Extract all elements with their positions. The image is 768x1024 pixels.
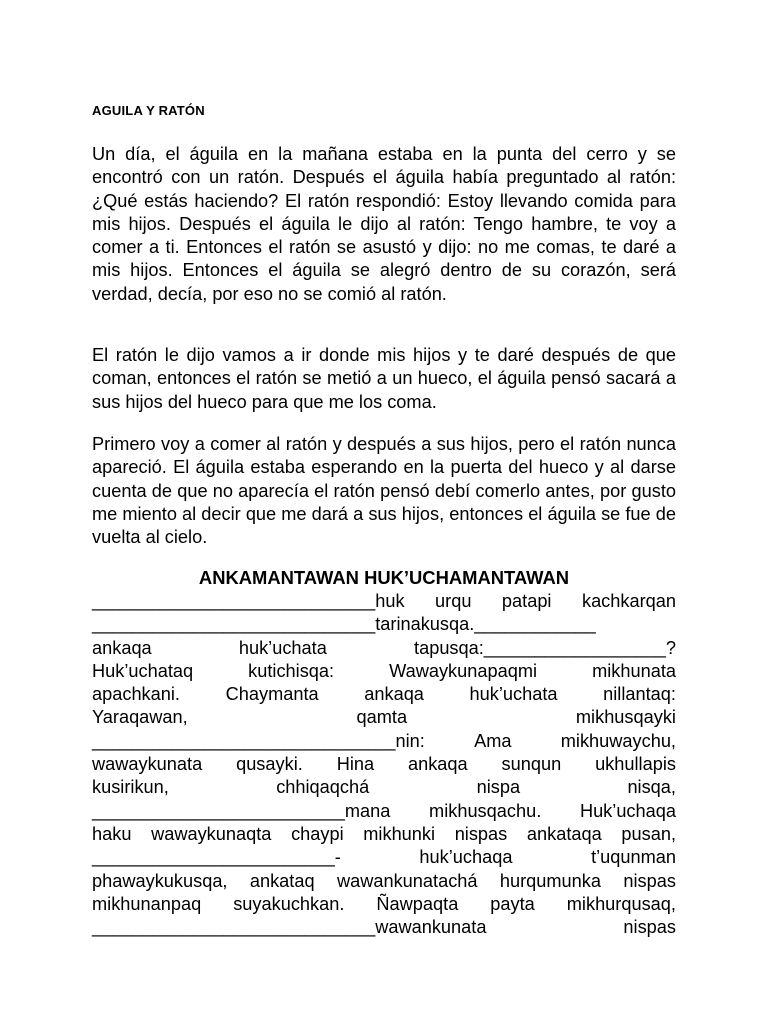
- paragraph-text: Un día, el águila en la mañana estaba en la punta del cerro y se encontró con un ratón. Después el águila había preguntado al ratón: ¿Qué estás haciendo? El ratón respondió: Estoy llevando comida para mis hijos. Después el águila le dijo al ratón: Tengo hambre, te voy a comer a ti. Entonces el ratón se asustó y dijo: no me comas, te daré a mis hijos. Entonces el águila se alegró dentro de su corazón, será verdad, decía, por eso no se comió al ratón.: [92, 144, 676, 304]
- paragraph-2: [92, 344, 676, 414]
- quechua-word: wawankunatachá: [336, 870, 478, 891]
- quechua-line: [92, 846, 676, 869]
- quechua-word: nispa: [476, 777, 521, 798]
- quechua-word: Chaymanta: [225, 684, 319, 705]
- quechua-line: [92, 893, 676, 916]
- quechua-word: ______________________________nin:: [92, 730, 425, 751]
- quechua-word: chaypi: [291, 823, 344, 844]
- quechua-line: [92, 916, 676, 939]
- quechua-exercise-text: [92, 590, 676, 939]
- quechua-word: mikhunanpaq: [92, 893, 202, 914]
- quechua-line: [92, 660, 676, 683]
- paragraph-text: El ratón le dijo vamos a ir donde mis hijos y te daré después de que coman, entonces el ratón se metió a un hueco, el águila pensó sacará a sus hijos del hueco para que me los coma.: [92, 345, 676, 412]
- quechua-word: mikhurqusaq,: [566, 893, 676, 914]
- quechua-word: urqu: [435, 591, 472, 611]
- quechua-line: [92, 637, 676, 660]
- quechua-word: payta: [490, 893, 535, 914]
- quechua-word: kachkarqan: [581, 591, 676, 611]
- quechua-word: Huk’uchataq: [92, 660, 194, 681]
- quechua-word: nillantaq:: [603, 684, 676, 705]
- quechua-word: qamta: [356, 707, 408, 728]
- quechua-word: mikhunata: [592, 660, 676, 681]
- quechua-word: pusan,: [621, 823, 676, 844]
- quechua-word: huk’uchata: [238, 637, 327, 658]
- quechua-word: kutichisqa:: [248, 660, 335, 681]
- quechua-word: ________________________-: [92, 847, 341, 868]
- quechua-word: ____________________________tarinakusqa.____________: [92, 614, 596, 635]
- quechua-word: apachkani.: [92, 684, 180, 705]
- quechua-word: wawaykunaqta: [151, 823, 272, 844]
- quechua-word: mikhunki: [363, 823, 436, 844]
- quechua-word: patapi: [501, 591, 552, 611]
- quechua-line: [92, 776, 676, 799]
- quechua-word: hurqumunka: [499, 870, 601, 891]
- quechua-word: haku: [92, 823, 132, 844]
- quechua-line: [92, 590, 676, 613]
- quechua-word: Hina: [336, 754, 375, 775]
- quechua-word: ankataqa: [526, 823, 602, 844]
- quechua-line: [92, 683, 676, 706]
- quechua-word: ukhullapis: [595, 754, 676, 775]
- quechua-word: _________________________mana: [92, 800, 391, 821]
- quechua-line: [92, 870, 676, 893]
- quechua-word: ____________________________wawankunata: [92, 917, 487, 938]
- quechua-word: huk’uchaqa: [419, 847, 513, 868]
- quechua-word: Ñawpaqta: [376, 893, 459, 914]
- document-title: AGUILA Y RATÓN: [92, 103, 205, 118]
- quechua-word: ankataq: [249, 870, 315, 891]
- quechua-word: nispas: [454, 823, 508, 844]
- quechua-line: [92, 823, 676, 846]
- quechua-word: Yaraqawan,: [92, 707, 188, 728]
- quechua-word: Huk’uchaqa: [579, 800, 676, 821]
- quechua-word: ankaqa: [407, 754, 468, 775]
- quechua-word: ankaqa: [364, 684, 424, 705]
- quechua-word: nispas: [623, 917, 676, 938]
- quechua-line: [92, 613, 676, 636]
- quechua-word: sunqun: [501, 754, 562, 775]
- paragraph-text: Primero voy a comer al ratón y después a sus hijos, pero el ratón nunca apareció. El águila estaba esperando en la puerta del hueco y al darse cuenta de que no aparecía el ratón pensó debí comerlo antes, por gusto me miento al decir que me dará a sus hijos, entonces el águila se fue de vuelta al cielo.: [92, 434, 676, 548]
- quechua-word: ankaqa: [92, 637, 152, 658]
- quechua-line: [92, 706, 676, 729]
- quechua-word: tapusqa:__________________?: [414, 637, 676, 658]
- quechua-word: wawaykunata: [92, 754, 203, 775]
- quechua-word: t’uqunman: [591, 847, 676, 868]
- quechua-word: chhiqaqchá: [276, 777, 370, 798]
- quechua-word: mikhusqayki: [575, 707, 676, 728]
- quechua-word: suyakuchkan.: [233, 893, 345, 914]
- paragraph-1: [92, 143, 676, 306]
- quechua-word: huk’uchata: [469, 684, 558, 705]
- quechua-line: [92, 753, 676, 776]
- quechua-word: kusirikun,: [92, 777, 169, 798]
- quechua-word: mikhuwaychu,: [560, 730, 676, 751]
- quechua-word: nisqa,: [627, 777, 676, 798]
- quechua-line: [92, 730, 676, 753]
- quechua-line: [92, 800, 676, 823]
- paragraph-3: [92, 433, 676, 549]
- quechua-word: ____________________________huk: [92, 591, 405, 611]
- section-title: ANKAMANTAWAN HUK’UCHAMANTAWAN: [198, 567, 570, 588]
- quechua-word: qusayki.: [236, 754, 303, 775]
- quechua-word: mikhusqachu.: [429, 800, 542, 821]
- quechua-word: Wawaykunapaqmi: [389, 660, 538, 681]
- quechua-word: Ama: [474, 730, 512, 751]
- quechua-word: phawaykukusqa,: [92, 870, 228, 891]
- quechua-word: nispas: [623, 870, 676, 891]
